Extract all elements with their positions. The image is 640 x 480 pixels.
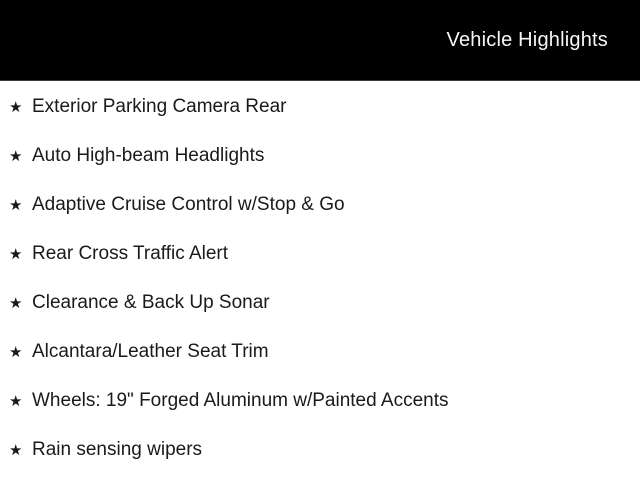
feature-label: Auto High-beam Headlights	[32, 145, 265, 167]
star-icon: ★	[9, 344, 23, 361]
star-icon: ★	[9, 99, 23, 116]
vehicle-highlights-header	[0, 0, 640, 81]
star-icon: ★	[9, 393, 23, 410]
list-item	[0, 328, 640, 377]
list-item	[0, 279, 640, 328]
list-item	[0, 230, 640, 279]
star-icon: ★	[9, 442, 23, 459]
page-title: Vehicle Highlights	[446, 28, 608, 51]
feature-label: Exterior Parking Camera Rear	[32, 96, 287, 118]
star-icon: ★	[9, 148, 23, 165]
star-icon: ★	[9, 197, 23, 214]
feature-label: Rain sensing wipers	[32, 439, 203, 461]
feature-label: Adaptive Cruise Control w/Stop & Go	[32, 194, 345, 216]
list-item	[0, 181, 640, 230]
feature-label: Rear Cross Traffic Alert	[32, 243, 229, 265]
star-icon: ★	[9, 246, 23, 263]
feature-label: Alcantara/Leather Seat Trim	[32, 341, 269, 363]
list-item	[0, 83, 640, 132]
list-item	[0, 377, 640, 426]
star-icon: ★	[9, 295, 23, 312]
list-item	[0, 426, 640, 475]
list-item	[0, 132, 640, 181]
feature-label: Wheels: 19" Forged Aluminum w/Painted Accents	[32, 390, 449, 412]
feature-label: Clearance & Back Up Sonar	[32, 292, 270, 314]
features-list	[0, 81, 640, 475]
